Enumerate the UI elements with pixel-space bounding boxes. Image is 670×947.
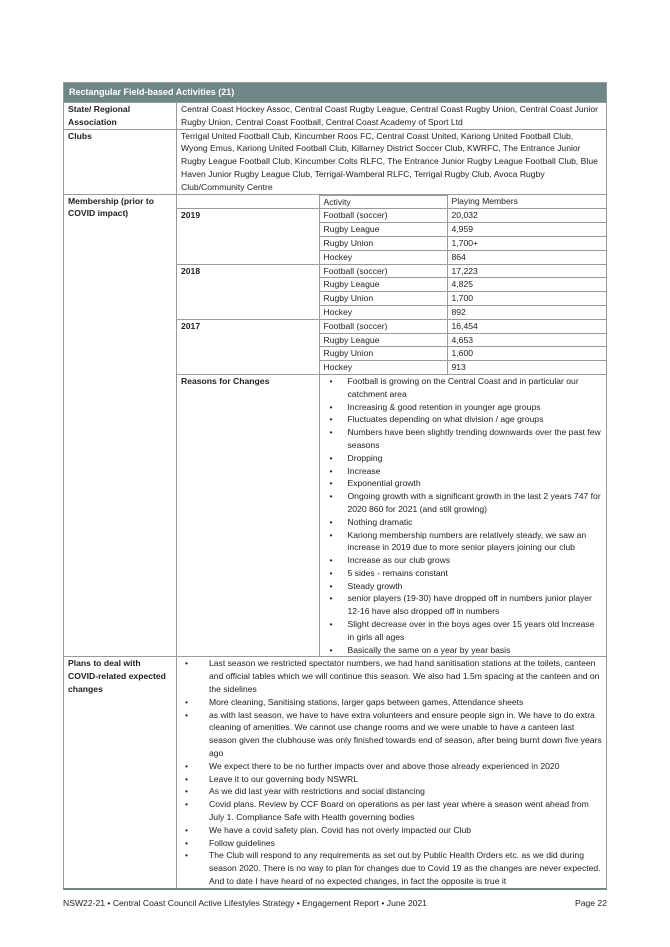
- list-item: • Numbers have been slightly trending downwards over the past few seasons: [324, 426, 603, 452]
- list-item: • as with last season, we have to have extra volunteers and ensure people sign in. We have to do extra cleaning of amenities. We cannot use change rooms and we were unable to have a canteen last season given the clubhouse was only finished towards end of season, after being burnt down five years ago: [181, 709, 602, 760]
- activity-cell: Rugby Union: [319, 347, 447, 361]
- list-item: • We have a covid safety plan. Covid has not overly impacted our Club: [181, 824, 602, 837]
- members-cell: 1,600: [447, 347, 606, 361]
- list-item: • Football is growing on the Central Coast and in particular our catchment area: [324, 375, 603, 401]
- list-item: • As we did last year with restrictions and social distancing: [181, 785, 602, 798]
- section-title: Rectangular Field-based Activities (21): [64, 83, 607, 103]
- reasons-cell: [319, 374, 606, 656]
- footer-rule: [63, 888, 607, 890]
- members-cell: 4,653: [447, 333, 606, 347]
- list-item: • The Club will respond to any requirements as set out by Public Health Orders etc. as we did during season 2020. There is no way to plan for changes due to Covid 19 as the changes are never expected. And to date I have heard of no expected changes, in fact the opposite is true it: [181, 849, 602, 887]
- state-regional-row: [64, 103, 607, 130]
- members-cell: 864: [447, 250, 606, 264]
- year-label: 2018: [177, 264, 319, 319]
- list-item: • More cleaning, Sanitising stations, larger gaps between games, Attendance sheets: [181, 696, 602, 709]
- activities-table: [63, 82, 607, 889]
- list-item: • We expect there to be no further impacts over and above those already experienced in 2020: [181, 760, 602, 773]
- members-cell: 4,825: [447, 278, 606, 292]
- activity-cell: Rugby Union: [319, 292, 447, 306]
- section-header-row: [64, 83, 607, 103]
- col-members-header: Playing Members: [447, 195, 606, 209]
- activity-cell: Rugby League: [319, 223, 447, 237]
- membership-data-row: [177, 264, 606, 278]
- plans-cell: [177, 657, 607, 888]
- activity-cell: Hockey: [319, 305, 447, 319]
- state-regional-label: State/ Regional Association: [64, 103, 177, 130]
- list-item: • Follow guidelines: [181, 837, 602, 850]
- membership-data-row: [177, 209, 606, 223]
- list-item: • Leave it to our governing body NSWRL: [181, 773, 602, 786]
- clubs-label: Clubs: [64, 129, 177, 194]
- plans-label: Plans to deal with COVID-related expected changes: [64, 657, 177, 888]
- clubs-value: Terrigal United Football Club, Kincumber Roos FC, Central Coast United, Kariong United Football Club, Wyong Emus, Kariong United Football Club, Killarney District Soccer Club, KWRFC, The Entrance Junior Rugby League Football Club, Kincumber Colts RLFC, The Entrance Junior Rugby League Football Club, Blue Haven Junior Rugby League Club, Terrigal-Wamberal RLFC, Terrigal Rugby Club, Avoca Rugby Club/Community Centre: [177, 129, 607, 194]
- list-item: • Increasing & good retention in younger age groups: [324, 401, 603, 414]
- plans-row: [64, 657, 607, 888]
- col-activity-header: Activity: [319, 195, 447, 209]
- page-number: Page 22: [574, 898, 607, 908]
- activity-cell: Rugby Union: [319, 236, 447, 250]
- membership-label: Membership (prior to COVID impact): [64, 194, 177, 657]
- list-item: • Steady growth: [324, 580, 603, 593]
- year-label: 2017: [177, 319, 319, 374]
- members-cell: 1,700+: [447, 236, 606, 250]
- clubs-row: [64, 129, 607, 194]
- list-item: • Nothing dramatic: [324, 516, 603, 529]
- list-item: • Increase: [324, 465, 603, 478]
- members-cell: 1,700: [447, 292, 606, 306]
- activity-cell: Rugby League: [319, 278, 447, 292]
- list-item: • Increase as our club grows: [324, 554, 603, 567]
- list-item: • Dropping: [324, 452, 603, 465]
- list-item: • Fluctuates depending on what division / age groups: [324, 413, 603, 426]
- activity-cell: Rugby League: [319, 333, 447, 347]
- list-item: • Covid plans. Review by CCF Board on operations as per last year where a season went ahead from July 1. Compliance Safe with Health governing bodies: [181, 798, 602, 824]
- membership-row: [64, 194, 607, 657]
- year-label: 2019: [177, 209, 319, 264]
- list-item: • Last season we restricted spectator numbers, we had hand sanitisation stations at the toilets, canteen and official tables which we will continue this season. We also had 1.5m spacing at the canteen and on the sidelines: [181, 657, 602, 695]
- members-cell: 4,959: [447, 223, 606, 237]
- list-item: • 5 sides - remains constant: [324, 567, 603, 580]
- list-item: • Basically the same on a year by year basis: [324, 644, 603, 657]
- membership-cell: [177, 194, 607, 657]
- footer-text: NSW22-21 • Central Coast Council Active Lifestyles Strategy • Engagement Report • June 2021: [63, 898, 427, 908]
- list-item: • Exponential growth: [324, 477, 603, 490]
- activity-cell: Hockey: [319, 361, 447, 375]
- members-cell: 17,223: [447, 264, 606, 278]
- membership-data-row: [177, 319, 606, 333]
- reasons-list: [324, 375, 603, 657]
- plans-list: [181, 657, 602, 887]
- list-item: • senior players (19-30) have dropped off in numbers junior player 12-16 have also dropped off in numbers: [324, 592, 603, 618]
- members-cell: 20,032: [447, 209, 606, 223]
- activity-cell: Football (soccer): [319, 209, 447, 223]
- list-item: • Ongoing growth with a significant growth in the last 2 years 747 for 2020 860 for 2021 (and still growing): [324, 490, 603, 516]
- state-regional-value: Central Coast Hockey Assoc, Central Coast Rugby League, Central Coast Rugby Union, Central Coast Junior Rugby Union, Central Coast Football, Central Coast Academy of Sport Ltd: [177, 103, 607, 130]
- list-item: • Slight decrease over in the boys ages over 15 years old Increase in girls all ages: [324, 618, 603, 644]
- members-cell: 892: [447, 305, 606, 319]
- reasons-label: Reasons for Changes: [177, 374, 319, 656]
- activity-cell: Football (soccer): [319, 264, 447, 278]
- membership-table: [177, 195, 606, 657]
- reasons-row: [177, 374, 606, 656]
- members-cell: 913: [447, 361, 606, 375]
- membership-header-row: [177, 195, 606, 209]
- activity-cell: Football (soccer): [319, 319, 447, 333]
- members-cell: 16,454: [447, 319, 606, 333]
- activity-cell: Hockey: [319, 250, 447, 264]
- list-item: • Kariong membership numbers are relatively steady, we saw an increase in 2019 due to more senior players joining our club: [324, 529, 603, 555]
